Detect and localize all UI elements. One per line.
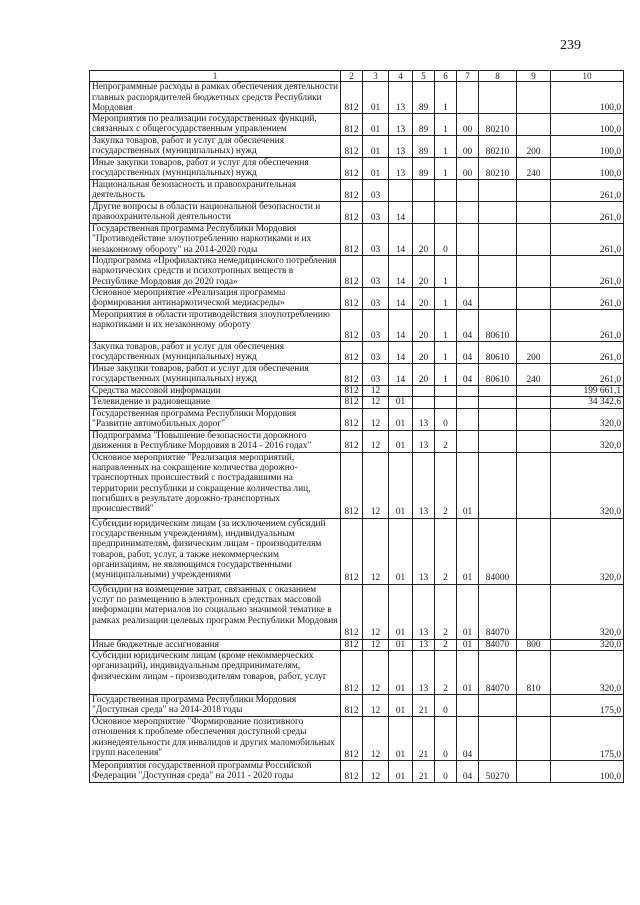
- code-cell: 01: [363, 82, 389, 114]
- code-cell: [517, 717, 551, 761]
- code-cell: [457, 224, 479, 256]
- code-cell: 0: [435, 761, 457, 783]
- code-cell: [413, 202, 435, 224]
- code-cell: 812: [341, 202, 363, 224]
- table-row: [90, 342, 624, 364]
- code-cell: 14: [389, 202, 413, 224]
- amount-cell: 320,0: [551, 452, 624, 518]
- table-row: [90, 202, 624, 224]
- code-cell: 84070: [479, 639, 517, 650]
- code-cell: 04: [457, 288, 479, 310]
- code-cell: 812: [341, 408, 363, 430]
- table-row: [90, 82, 624, 114]
- code-cell: [517, 386, 551, 397]
- code-cell: [479, 256, 517, 288]
- row-name: Субсидии юридическим лицам (за исключением субсидий государственным учреждениям), индивидуальным предпринимателям, физическим лицам - производителям товаров, работ, услуг, а также некоммерческим организациям, не являющимся государственными (муниципальными) учреждениями: [90, 518, 341, 584]
- code-cell: 80610: [479, 342, 517, 364]
- code-cell: 812: [341, 224, 363, 256]
- code-cell: 1: [435, 288, 457, 310]
- code-cell: 03: [363, 310, 389, 342]
- code-cell: 00: [457, 136, 479, 158]
- code-cell: 80610: [479, 310, 517, 342]
- amount-cell: 261,0: [551, 180, 624, 202]
- amount-cell: 100,0: [551, 114, 624, 136]
- row-name: Закупка товаров, работ и услуг для обеспечения государственных (муниципальных) нужд: [90, 136, 341, 158]
- code-cell: [517, 202, 551, 224]
- code-cell: 800: [517, 639, 551, 650]
- code-cell: [413, 180, 435, 202]
- code-cell: [479, 430, 517, 452]
- amount-cell: 261,0: [551, 288, 624, 310]
- table-row: [90, 717, 624, 761]
- code-cell: 89: [413, 82, 435, 114]
- table-row: [90, 158, 624, 180]
- code-cell: 2: [435, 518, 457, 584]
- code-cell: 12: [363, 584, 389, 639]
- code-cell: 812: [341, 256, 363, 288]
- column-header: 1: [90, 71, 341, 82]
- row-name: Мероприятия по реализации государственных функций, связанных с общегосударственным управлением: [90, 114, 341, 136]
- code-cell: 14: [389, 364, 413, 386]
- code-cell: 84070: [479, 651, 517, 695]
- code-cell: 200: [517, 136, 551, 158]
- code-cell: [457, 256, 479, 288]
- code-cell: 812: [341, 695, 363, 717]
- row-name: Непрограммные расходы в рамках обеспечения деятельности главных распорядителей бюджетных средств Республики Мордовия: [90, 82, 341, 114]
- table-row: [90, 364, 624, 386]
- code-cell: 14: [389, 224, 413, 256]
- code-cell: 812: [341, 136, 363, 158]
- column-header: 9: [517, 71, 551, 82]
- code-cell: 12: [363, 695, 389, 717]
- code-cell: 812: [341, 364, 363, 386]
- column-header: 7: [457, 71, 479, 82]
- code-cell: [479, 288, 517, 310]
- amount-cell: 320,0: [551, 651, 624, 695]
- code-cell: 12: [363, 651, 389, 695]
- code-cell: 01: [457, 639, 479, 650]
- code-cell: 89: [413, 136, 435, 158]
- row-name: Средства массовой информации: [90, 386, 341, 397]
- code-cell: 03: [363, 224, 389, 256]
- code-cell: 13: [389, 158, 413, 180]
- code-cell: 01: [389, 397, 413, 408]
- code-cell: 20: [413, 364, 435, 386]
- code-cell: 04: [457, 761, 479, 783]
- code-cell: 20: [413, 310, 435, 342]
- code-cell: 812: [341, 158, 363, 180]
- table-row: [90, 651, 624, 695]
- row-name: Телевидение и радиовещание: [90, 397, 341, 408]
- row-name: Основное мероприятие "Реализация мероприятий, направленных на сокращение количества дорожно-транспортных происшествий с пострадавшими на территории республики и сокращение количества лиц, погибших в результате дорожно-транспортных происшествий": [90, 452, 341, 518]
- row-name: Государственная программа Республики Мордовия "Противодействие злоупотреблению наркотиками и их незаконному обороту" на 2014-2020 годы: [90, 224, 341, 256]
- code-cell: 04: [457, 717, 479, 761]
- code-cell: 03: [363, 342, 389, 364]
- row-name: Субсидии на возмещение затрат, связанных с оказанием услуг по размещению в электронных средствах массовой информации материалов по социально значимой тематике в рамках реализации целевых программ Республики Мордовия: [90, 584, 341, 639]
- amount-cell: 175,0: [551, 717, 624, 761]
- row-name: Иные бюджетные ассигнования: [90, 639, 341, 650]
- table-row: [90, 180, 624, 202]
- table-row: [90, 430, 624, 452]
- code-cell: [457, 408, 479, 430]
- code-cell: 01: [457, 452, 479, 518]
- code-cell: [517, 761, 551, 783]
- code-cell: 13: [413, 518, 435, 584]
- code-cell: 1: [435, 364, 457, 386]
- column-header: 4: [389, 71, 413, 82]
- code-cell: 01: [389, 430, 413, 452]
- code-cell: 812: [341, 180, 363, 202]
- code-cell: [517, 82, 551, 114]
- row-name: Подпрограмма «Профилактика немедицинского потребления наркотических средств и психотропных веществ в Республике Мордовия до 2020 года»: [90, 256, 341, 288]
- amount-cell: 261,0: [551, 364, 624, 386]
- code-cell: [517, 288, 551, 310]
- code-cell: [479, 397, 517, 408]
- code-cell: [517, 310, 551, 342]
- code-cell: 12: [363, 386, 389, 397]
- amount-cell: 175,0: [551, 695, 624, 717]
- code-cell: 0: [435, 224, 457, 256]
- table-row: [90, 518, 624, 584]
- code-cell: 01: [389, 452, 413, 518]
- code-cell: 14: [389, 288, 413, 310]
- amount-cell: 100,0: [551, 136, 624, 158]
- code-cell: [435, 386, 457, 397]
- amount-cell: 261,0: [551, 310, 624, 342]
- code-cell: 14: [389, 342, 413, 364]
- code-cell: [479, 408, 517, 430]
- amount-cell: 199 661,1: [551, 386, 624, 397]
- code-cell: [479, 386, 517, 397]
- row-name: Иные закупки товаров, работ и услуг для обеспечения государственных (муниципальных) нужд: [90, 364, 341, 386]
- column-header: 10: [551, 71, 624, 82]
- code-cell: 2: [435, 651, 457, 695]
- table-row: [90, 114, 624, 136]
- code-cell: [517, 408, 551, 430]
- code-cell: 01: [389, 717, 413, 761]
- code-cell: 812: [341, 310, 363, 342]
- code-cell: 01: [457, 584, 479, 639]
- code-cell: 13: [389, 114, 413, 136]
- amount-cell: 100,0: [551, 761, 624, 783]
- code-cell: [517, 695, 551, 717]
- row-name: Подпрограмма "Повышение безопасности дорожного движения в Республике Мордовия в 2014 - 2016 годах": [90, 430, 341, 452]
- code-cell: 03: [363, 256, 389, 288]
- table-row: [90, 386, 624, 397]
- code-cell: 812: [341, 639, 363, 650]
- code-cell: 0: [435, 717, 457, 761]
- code-cell: 812: [341, 430, 363, 452]
- code-cell: [389, 386, 413, 397]
- code-cell: 13: [413, 651, 435, 695]
- amount-cell: 320,0: [551, 639, 624, 650]
- code-cell: 12: [363, 397, 389, 408]
- code-cell: 1: [435, 310, 457, 342]
- amount-cell: 261,0: [551, 202, 624, 224]
- code-cell: [517, 452, 551, 518]
- code-cell: 50270: [479, 761, 517, 783]
- code-cell: 13: [389, 136, 413, 158]
- amount-cell: 320,0: [551, 584, 624, 639]
- code-cell: 80210: [479, 136, 517, 158]
- amount-cell: 320,0: [551, 518, 624, 584]
- budget-table: [89, 70, 624, 783]
- code-cell: 810: [517, 651, 551, 695]
- code-cell: 84070: [479, 584, 517, 639]
- code-cell: 21: [413, 717, 435, 761]
- code-cell: [457, 386, 479, 397]
- code-cell: 13: [413, 430, 435, 452]
- code-cell: 812: [341, 288, 363, 310]
- code-cell: 21: [413, 761, 435, 783]
- code-cell: 03: [363, 202, 389, 224]
- amount-cell: 320,0: [551, 430, 624, 452]
- amount-cell: 261,0: [551, 256, 624, 288]
- table-row: [90, 761, 624, 783]
- code-cell: 14: [389, 256, 413, 288]
- code-cell: [517, 180, 551, 202]
- code-cell: 1: [435, 158, 457, 180]
- column-header: 8: [479, 71, 517, 82]
- code-cell: 1: [435, 256, 457, 288]
- code-cell: 01: [457, 651, 479, 695]
- code-cell: [479, 202, 517, 224]
- code-cell: [457, 397, 479, 408]
- code-cell: [517, 224, 551, 256]
- code-cell: 812: [341, 651, 363, 695]
- table-row: [90, 639, 624, 650]
- code-cell: 03: [363, 364, 389, 386]
- code-cell: 01: [363, 136, 389, 158]
- code-cell: 01: [389, 639, 413, 650]
- code-cell: [457, 180, 479, 202]
- code-cell: 01: [363, 158, 389, 180]
- code-cell: 01: [389, 761, 413, 783]
- code-cell: 13: [413, 408, 435, 430]
- code-cell: 20: [413, 342, 435, 364]
- code-cell: 812: [341, 386, 363, 397]
- page-number: 239: [560, 38, 581, 53]
- code-cell: 89: [413, 158, 435, 180]
- amount-cell: 100,0: [551, 158, 624, 180]
- column-header: 5: [413, 71, 435, 82]
- code-cell: 1: [435, 136, 457, 158]
- row-name: Государственная программа Республики Мордовия "Доступная среда" на 2014-2018 годы: [90, 695, 341, 717]
- amount-cell: 261,0: [551, 224, 624, 256]
- code-cell: 01: [389, 518, 413, 584]
- code-cell: [479, 224, 517, 256]
- code-cell: [435, 202, 457, 224]
- row-name: Мероприятия государственной программы Российской Федерации "Доступная среда" на 2011 - 2020 годы: [90, 761, 341, 783]
- code-cell: 812: [341, 761, 363, 783]
- code-cell: 200: [517, 342, 551, 364]
- code-cell: 2: [435, 452, 457, 518]
- code-cell: 2: [435, 430, 457, 452]
- row-name: Закупка товаров, работ и услуг для обеспечения государственных (муниципальных) нужд: [90, 342, 341, 364]
- table-row: [90, 408, 624, 430]
- code-cell: [413, 397, 435, 408]
- code-cell: 13: [413, 452, 435, 518]
- row-name: Основное мероприятие «Реализация программы формирования антинаркотической медиасреды»: [90, 288, 341, 310]
- code-cell: 12: [363, 761, 389, 783]
- code-cell: 812: [341, 82, 363, 114]
- table-row: [90, 256, 624, 288]
- code-cell: [479, 695, 517, 717]
- table-row: [90, 397, 624, 408]
- table-row: [90, 452, 624, 518]
- code-cell: 01: [389, 695, 413, 717]
- code-cell: 12: [363, 452, 389, 518]
- code-cell: 812: [341, 397, 363, 408]
- code-cell: 20: [413, 256, 435, 288]
- code-cell: 00: [457, 158, 479, 180]
- code-cell: 80210: [479, 158, 517, 180]
- code-cell: [389, 180, 413, 202]
- code-cell: 2: [435, 639, 457, 650]
- table-row: [90, 584, 624, 639]
- amount-cell: 320,0: [551, 408, 624, 430]
- row-name: Основное мероприятие "Формирование позитивного отношения к проблеме обеспечения доступной среды жизнедеятельности для инвалидов и других маломобильных групп населения": [90, 717, 341, 761]
- amount-cell: 261,0: [551, 342, 624, 364]
- table-row: [90, 224, 624, 256]
- code-cell: 04: [457, 310, 479, 342]
- table-row: [90, 288, 624, 310]
- code-cell: 14: [389, 310, 413, 342]
- code-cell: 04: [457, 342, 479, 364]
- table-row: [90, 695, 624, 717]
- code-cell: [457, 430, 479, 452]
- column-header: 6: [435, 71, 457, 82]
- code-cell: 812: [341, 518, 363, 584]
- code-cell: [435, 180, 457, 202]
- code-cell: 240: [517, 364, 551, 386]
- code-cell: 13: [389, 82, 413, 114]
- code-cell: [517, 397, 551, 408]
- code-cell: 21: [413, 695, 435, 717]
- code-cell: 13: [413, 639, 435, 650]
- code-cell: 04: [457, 364, 479, 386]
- table-row: [90, 310, 624, 342]
- code-cell: [517, 584, 551, 639]
- column-header: 2: [341, 71, 363, 82]
- code-cell: 03: [363, 180, 389, 202]
- row-name: Другие вопросы в области национальной безопасности и правоохранительной деятельности: [90, 202, 341, 224]
- code-cell: 01: [457, 518, 479, 584]
- code-cell: [517, 518, 551, 584]
- table-row: [90, 136, 624, 158]
- code-cell: [517, 256, 551, 288]
- code-cell: [517, 114, 551, 136]
- code-cell: 812: [341, 114, 363, 136]
- code-cell: 12: [363, 639, 389, 650]
- code-cell: 84000: [479, 518, 517, 584]
- code-cell: 12: [363, 408, 389, 430]
- code-cell: 01: [389, 651, 413, 695]
- amount-cell: 100,0: [551, 82, 624, 114]
- row-name: Субсидии юридическим лицам (кроме некоммерческих организаций), индивидуальным предпринимателям, физическим лицам - производителям товаров, работ, услуг: [90, 651, 341, 695]
- code-cell: 01: [389, 408, 413, 430]
- code-cell: 20: [413, 224, 435, 256]
- code-cell: 12: [363, 717, 389, 761]
- code-cell: 812: [341, 342, 363, 364]
- code-cell: [479, 452, 517, 518]
- code-cell: 0: [435, 695, 457, 717]
- code-cell: 12: [363, 518, 389, 584]
- code-cell: 0: [435, 408, 457, 430]
- column-header: 3: [363, 71, 389, 82]
- code-cell: [413, 386, 435, 397]
- code-cell: 03: [363, 288, 389, 310]
- code-cell: [517, 430, 551, 452]
- code-cell: [457, 695, 479, 717]
- code-cell: [479, 82, 517, 114]
- amount-cell: 34 342,6: [551, 397, 624, 408]
- code-cell: 240: [517, 158, 551, 180]
- row-name: Государственная программа Республики Мордовия "Развитие автомобильных дорог": [90, 408, 341, 430]
- code-cell: 89: [413, 114, 435, 136]
- code-cell: [457, 202, 479, 224]
- code-cell: 01: [363, 114, 389, 136]
- code-cell: 00: [457, 114, 479, 136]
- code-cell: 812: [341, 717, 363, 761]
- row-name: Национальная безопасность и правоохранительная деятельность: [90, 180, 341, 202]
- header-row: [90, 71, 624, 82]
- code-cell: 812: [341, 584, 363, 639]
- code-cell: 20: [413, 288, 435, 310]
- code-cell: [479, 180, 517, 202]
- code-cell: 2: [435, 584, 457, 639]
- code-cell: 1: [435, 342, 457, 364]
- code-cell: [479, 717, 517, 761]
- code-cell: 01: [389, 584, 413, 639]
- code-cell: 80610: [479, 364, 517, 386]
- code-cell: [435, 397, 457, 408]
- code-cell: 80210: [479, 114, 517, 136]
- code-cell: 12: [363, 430, 389, 452]
- code-cell: 1: [435, 114, 457, 136]
- code-cell: 1: [435, 82, 457, 114]
- row-name: Мероприятия в области противодействия злоупотреблению наркотиками и их незаконному обороту: [90, 310, 341, 342]
- row-name: Иные закупки товаров, работ и услуг для обеспечения государственных (муниципальных) нужд: [90, 158, 341, 180]
- code-cell: [457, 82, 479, 114]
- code-cell: 13: [413, 584, 435, 639]
- code-cell: 812: [341, 452, 363, 518]
